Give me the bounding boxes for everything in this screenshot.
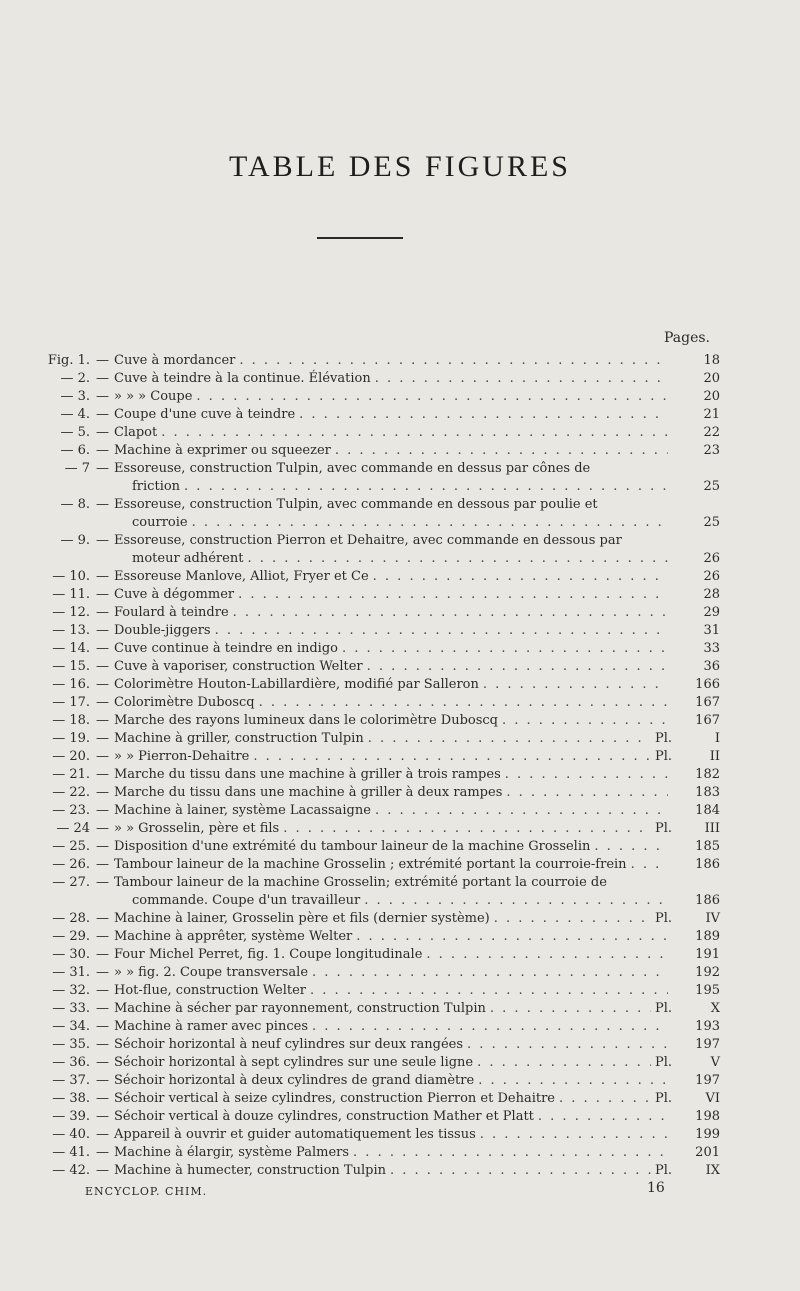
dot-leader — [364, 892, 668, 910]
figure-entry-first-line — [30, 532, 720, 550]
figure-number: — 30. — [52, 947, 90, 962]
figure-number: — 39. — [52, 1109, 90, 1124]
figure-page: 22 — [703, 425, 720, 440]
figure-page: 28 — [703, 587, 720, 602]
figure-entry — [30, 1108, 720, 1126]
figure-caption: Appareil à ouvrir et guider automatiquement les tissus — [114, 1127, 476, 1142]
entry-dash: — — [96, 749, 109, 764]
figure-number: — 8. — [60, 497, 90, 512]
figure-caption: Machine à ramer avec pinces — [114, 1019, 308, 1034]
figure-entry — [30, 838, 720, 856]
entry-dash: — — [96, 1127, 109, 1142]
entry-dash: — — [96, 623, 109, 638]
figure-caption: courroie — [132, 515, 188, 530]
figure-entry — [30, 730, 720, 748]
dot-leader — [631, 856, 668, 874]
figure-caption: » » » Coupe — [114, 389, 193, 404]
entry-dash: — — [96, 605, 109, 620]
entry-dash: — — [96, 713, 109, 728]
entry-dash: — — [96, 569, 109, 584]
figure-page: III — [704, 821, 720, 836]
dot-leader — [247, 550, 668, 568]
figure-entry — [30, 406, 720, 424]
figure-entry — [30, 1054, 720, 1072]
figure-caption-line1: Essoreuse, construction Pierron et Dehaitre, avec commande en dessous par — [114, 533, 622, 548]
figure-page: 23 — [703, 443, 720, 458]
figure-number: — 27. — [52, 875, 90, 890]
figure-caption: Séchoir horizontal à neuf cylindres sur deux rangées — [114, 1037, 464, 1052]
figure-number: — 40. — [52, 1127, 90, 1142]
figure-number: — 4. — [60, 407, 90, 422]
figure-number: — 17. — [52, 695, 90, 710]
dot-leader — [506, 784, 668, 802]
dot-leader — [594, 838, 668, 856]
figure-page: 186 — [695, 893, 720, 908]
figure-number: — 22. — [52, 785, 90, 800]
figure-entry — [30, 514, 720, 532]
figure-number: — 37. — [52, 1073, 90, 1088]
figure-number: — 29. — [52, 929, 90, 944]
entry-dash: — — [96, 1145, 109, 1160]
figure-entry — [30, 946, 720, 964]
entry-dash: — — [96, 857, 109, 872]
figure-entry — [30, 928, 720, 946]
entry-dash: — — [96, 461, 109, 476]
figure-entry-first-line — [30, 460, 720, 478]
figure-number: — 36. — [52, 1055, 90, 1070]
figure-number: — 3. — [60, 389, 90, 404]
entry-dash: — — [96, 803, 109, 818]
figure-caption-line1: Essoreuse, construction Tulpin, avec commande en dessus par cônes de — [114, 461, 591, 476]
dot-leader — [373, 568, 668, 586]
figure-number: — 9. — [60, 533, 90, 548]
dot-leader — [238, 586, 668, 604]
figure-caption: Double-jiggers — [114, 623, 211, 638]
figure-number: — 18. — [52, 713, 90, 728]
dot-leader — [215, 622, 668, 640]
dot-leader — [233, 604, 668, 622]
figure-entry — [30, 1036, 720, 1054]
entry-dash: — — [96, 767, 109, 782]
figure-page: 193 — [695, 1019, 720, 1034]
figure-page: 29 — [703, 605, 720, 620]
dot-leader — [375, 802, 668, 820]
dot-leader — [502, 712, 668, 730]
figure-number: — 14. — [52, 641, 90, 656]
figure-entry — [30, 478, 720, 496]
figure-caption: Séchoir vertical à douze cylindres, construction Mather et Platt — [114, 1109, 534, 1124]
entry-dash: — — [96, 1091, 109, 1106]
figure-caption: Séchoir horizontal à sept cylindres sur une seule ligne — [114, 1055, 474, 1070]
figure-page: 26 — [703, 569, 720, 584]
figure-page: I — [714, 731, 720, 746]
figure-entry — [30, 658, 720, 676]
plate-label: Pl. — [654, 821, 672, 836]
figure-number: — 26. — [52, 857, 90, 872]
figure-entry — [30, 1162, 720, 1180]
entry-dash: — — [96, 371, 109, 386]
figure-entry — [30, 388, 720, 406]
figure-caption: Machine à apprêter, système Welter — [114, 929, 353, 944]
figure-caption: Colorimètre Duboscq — [114, 695, 255, 710]
entry-dash: — — [96, 965, 109, 980]
figure-caption: Machine à lainer, système Lacassaigne — [114, 803, 371, 818]
dot-leader — [184, 478, 668, 496]
dot-leader — [426, 946, 668, 964]
dot-leader — [253, 748, 651, 766]
dot-leader — [312, 1018, 668, 1036]
figure-caption-line1: Essoreuse, construction Tulpin, avec commande en dessous par poulie et — [114, 497, 598, 512]
entry-dash: — — [96, 1019, 109, 1034]
dot-leader — [559, 1090, 651, 1108]
figure-caption: Machine à exprimer ou squeezer — [114, 443, 331, 458]
figure-page: 167 — [695, 713, 720, 728]
figure-entry — [30, 1126, 720, 1144]
dot-leader — [490, 1000, 651, 1018]
dot-leader — [375, 370, 668, 388]
entry-dash: — — [96, 731, 109, 746]
figure-caption: Colorimètre Houton-Labillardière, modifié par Salleron — [114, 677, 479, 692]
entry-dash: — — [96, 1037, 109, 1052]
figure-caption: Four Michel Perret, fig. 1. Coupe longitudinale — [114, 947, 423, 962]
plate-label: Pl. — [654, 1163, 672, 1178]
figure-page: 184 — [695, 803, 720, 818]
figure-page: 182 — [695, 767, 720, 782]
figure-entry — [30, 964, 720, 982]
entry-dash: — — [96, 1163, 109, 1178]
entry-dash: — — [96, 389, 109, 404]
figure-caption: Cuve à vaporiser, construction Welter — [114, 659, 363, 674]
figure-number: — 34. — [52, 1019, 90, 1034]
dot-leader — [335, 442, 668, 460]
figure-entry — [30, 550, 720, 568]
figure-entry — [30, 1000, 720, 1018]
figure-entry — [30, 748, 720, 766]
footer-signature: ENCYCLOP. CHIM. — [85, 1185, 208, 1198]
figure-number: — 16. — [52, 677, 90, 692]
figure-entry — [30, 640, 720, 658]
dot-leader — [538, 1108, 668, 1126]
figure-entry-first-line — [30, 496, 720, 514]
plate-label: Pl. — [654, 749, 672, 764]
dot-leader — [390, 1162, 651, 1180]
entry-dash: — — [96, 1001, 109, 1016]
dot-leader — [494, 910, 651, 928]
figure-caption: Machine à lainer, Grosselin père et fils (dernier système) — [114, 911, 490, 926]
dot-leader — [161, 424, 668, 442]
figure-entry — [30, 604, 720, 622]
entry-dash: — — [96, 497, 109, 512]
figure-page: 199 — [695, 1127, 720, 1142]
figure-caption: » » Pierron-Dehaitre — [114, 749, 250, 764]
dot-leader — [505, 766, 668, 784]
figure-entry — [30, 586, 720, 604]
dot-leader — [283, 820, 651, 838]
dot-leader — [239, 352, 668, 370]
figure-caption: Séchoir vertical à seize cylindres, construction Pierron et Dehaitre — [114, 1091, 555, 1106]
figure-caption: Tambour laineur de la machine Grosselin ; extrémité portant la courroie-frein — [114, 857, 627, 872]
figure-number: Fig. 1. — [47, 353, 90, 368]
figure-caption: Cuve continue à teindre en indigo — [114, 641, 338, 656]
entry-dash: — — [96, 353, 109, 368]
dot-leader — [310, 982, 668, 1000]
figure-entry — [30, 694, 720, 712]
entry-dash: — — [96, 1109, 109, 1124]
dot-leader — [192, 514, 668, 532]
figure-entry — [30, 784, 720, 802]
figure-number: — 2. — [60, 371, 90, 386]
figure-page: II — [709, 749, 720, 764]
entry-dash: — — [96, 443, 109, 458]
plate-label: Pl. — [654, 911, 672, 926]
dot-leader — [259, 694, 668, 712]
entry-dash: — — [96, 533, 109, 548]
figure-entry — [30, 622, 720, 640]
dot-leader — [312, 964, 668, 982]
figure-caption: Coupe d'une cuve à teindre — [114, 407, 296, 422]
figure-caption: » » Grosselin, père et fils — [114, 821, 280, 836]
plate-label: Pl. — [654, 1055, 672, 1070]
figure-entry-first-line — [30, 874, 720, 892]
figure-caption: Cuve à teindre à la continue. Élévation — [114, 371, 371, 386]
figure-entry — [30, 856, 720, 874]
figure-caption: Essoreuse Manlove, Alliot, Fryer et Ce — [114, 569, 369, 584]
entry-dash: — — [96, 641, 109, 656]
figure-page: 197 — [695, 1073, 720, 1088]
dot-leader — [477, 1054, 651, 1072]
figure-page: V — [710, 1055, 720, 1070]
figure-page: 201 — [695, 1145, 720, 1160]
figure-number: — 15. — [52, 659, 90, 674]
dot-leader — [368, 730, 651, 748]
entry-dash: — — [96, 677, 109, 692]
figure-entry — [30, 820, 720, 838]
figure-caption: commande. Coupe d'un travailleur — [132, 893, 361, 908]
figure-caption: Marche du tissu dans une machine à griller à deux rampes — [114, 785, 503, 800]
figure-list — [30, 352, 720, 1180]
figure-caption: Cuve à mordancer — [114, 353, 236, 368]
entry-dash: — — [96, 911, 109, 926]
figure-entry — [30, 442, 720, 460]
figure-caption: Machine à griller, construction Tulpin — [114, 731, 364, 746]
figure-entry — [30, 892, 720, 910]
plate-label: Pl. — [654, 1001, 672, 1016]
figure-caption: Disposition d'une extrémité du tambour laineur de la machine Grosselin — [114, 839, 591, 854]
figure-number: — 5. — [60, 425, 90, 440]
figure-caption: Machine à élargir, système Palmers — [114, 1145, 350, 1160]
figure-entry — [30, 982, 720, 1000]
figure-page: 36 — [703, 659, 720, 674]
figure-page: 195 — [695, 983, 720, 998]
figure-caption: friction — [132, 479, 181, 494]
figure-number: — 7 — [64, 461, 90, 476]
entry-dash: — — [96, 821, 109, 836]
figure-number: — 19. — [52, 731, 90, 746]
figure-page: 192 — [695, 965, 720, 980]
figure-caption: Séchoir horizontal à deux cylindres de grand diamètre — [114, 1073, 475, 1088]
figure-page: 18 — [703, 353, 720, 368]
figure-number: — 10. — [52, 569, 90, 584]
figure-caption: moteur adhérent — [132, 551, 244, 566]
dot-leader — [480, 1126, 668, 1144]
figure-entry — [30, 766, 720, 784]
figure-entry — [30, 712, 720, 730]
figure-page: 186 — [695, 857, 720, 872]
figure-number: — 32. — [52, 983, 90, 998]
figure-number: — 42. — [52, 1163, 90, 1178]
entry-dash: — — [96, 659, 109, 674]
figure-page: IX — [705, 1163, 720, 1178]
figure-page: 191 — [695, 947, 720, 962]
figure-number: — 35. — [52, 1037, 90, 1052]
figure-number: — 25. — [52, 839, 90, 854]
figure-caption: Cuve à dégommer — [114, 587, 235, 602]
figure-page: 20 — [703, 371, 720, 386]
dot-leader — [353, 1144, 668, 1162]
figure-entry — [30, 1072, 720, 1090]
figure-number: — 38. — [52, 1091, 90, 1106]
figure-page: 25 — [703, 515, 720, 530]
entry-dash: — — [96, 425, 109, 440]
figure-entry — [30, 370, 720, 388]
figure-number: — 13. — [52, 623, 90, 638]
figure-page: IV — [705, 911, 720, 926]
figure-number: — 33. — [52, 1001, 90, 1016]
figure-page: 189 — [695, 929, 720, 944]
figure-caption: » » fig. 2. Coupe transversale — [114, 965, 309, 980]
figure-number: — 23. — [52, 803, 90, 818]
dot-leader — [483, 676, 668, 694]
entry-dash: — — [96, 407, 109, 422]
entry-dash: — — [96, 587, 109, 602]
figure-page: X — [710, 1001, 720, 1016]
dot-leader — [196, 388, 668, 406]
figure-page: 198 — [695, 1109, 720, 1124]
figure-caption: Machine à humecter, construction Tulpin — [114, 1163, 386, 1178]
figure-page: 20 — [703, 389, 720, 404]
entry-dash: — — [96, 1055, 109, 1070]
figure-caption: Machine à sécher par rayonnement, construction Tulpin — [114, 1001, 486, 1016]
dot-leader — [342, 640, 668, 658]
entry-dash: — — [96, 875, 109, 890]
figure-entry — [30, 910, 720, 928]
figure-caption: Marche du tissu dans une machine à griller à trois rampes — [114, 767, 501, 782]
figure-entry — [30, 352, 720, 370]
pages-column-header: Pages. — [663, 330, 710, 346]
page-title: TABLE DES FIGURES — [229, 150, 571, 183]
figure-number: — 6. — [60, 443, 90, 458]
entry-dash: — — [96, 839, 109, 854]
dot-leader — [356, 928, 668, 946]
figure-page: VI — [705, 1091, 720, 1106]
entry-dash: — — [96, 983, 109, 998]
figure-caption-line1: Tambour laineur de la machine Grosselin; extrémité portant la courroie de — [114, 875, 607, 890]
figure-page: 183 — [695, 785, 720, 800]
entry-dash: — — [96, 1073, 109, 1088]
figure-entry — [30, 568, 720, 586]
plate-label: Pl. — [654, 1091, 672, 1106]
figure-caption: Hot-flue, construction Welter — [114, 983, 307, 998]
dot-leader — [467, 1036, 668, 1054]
figure-number: — 20. — [52, 749, 90, 764]
figure-page: 166 — [695, 677, 720, 692]
figure-number: — 31. — [52, 965, 90, 980]
figure-number: — 11. — [52, 587, 90, 602]
figure-number: — 28. — [52, 911, 90, 926]
dot-leader — [367, 658, 668, 676]
figure-entry — [30, 424, 720, 442]
figure-caption: Marche des rayons lumineux dans le colorimètre Duboscq — [114, 713, 499, 728]
figure-page: 25 — [703, 479, 720, 494]
dot-leader — [478, 1072, 668, 1090]
figure-number: — 12. — [52, 605, 90, 620]
entry-dash: — — [96, 695, 109, 710]
figure-page: 185 — [695, 839, 720, 854]
footer-sheet-number: 16 — [647, 1180, 665, 1196]
figure-caption: Foulard à teindre — [114, 605, 229, 620]
figure-number: — 24 — [56, 821, 90, 836]
entry-dash: — — [96, 785, 109, 800]
figure-number: — 21. — [52, 767, 90, 782]
figure-entry — [30, 1144, 720, 1162]
figure-entry — [30, 1018, 720, 1036]
figure-caption: Clapot — [114, 425, 158, 440]
entry-dash: — — [96, 929, 109, 944]
figure-page: 197 — [695, 1037, 720, 1052]
figure-page: 167 — [695, 695, 720, 710]
figure-number: — 41. — [52, 1145, 90, 1160]
figure-page: 21 — [703, 407, 720, 422]
figure-page: 31 — [703, 623, 720, 638]
figure-entry — [30, 1090, 720, 1108]
title-rule — [317, 237, 403, 239]
plate-label: Pl. — [654, 731, 672, 746]
figure-entry — [30, 676, 720, 694]
figure-entry — [30, 802, 720, 820]
entry-dash: — — [96, 947, 109, 962]
figure-page: 33 — [703, 641, 720, 656]
dot-leader — [299, 406, 668, 424]
figure-page: 26 — [703, 551, 720, 566]
